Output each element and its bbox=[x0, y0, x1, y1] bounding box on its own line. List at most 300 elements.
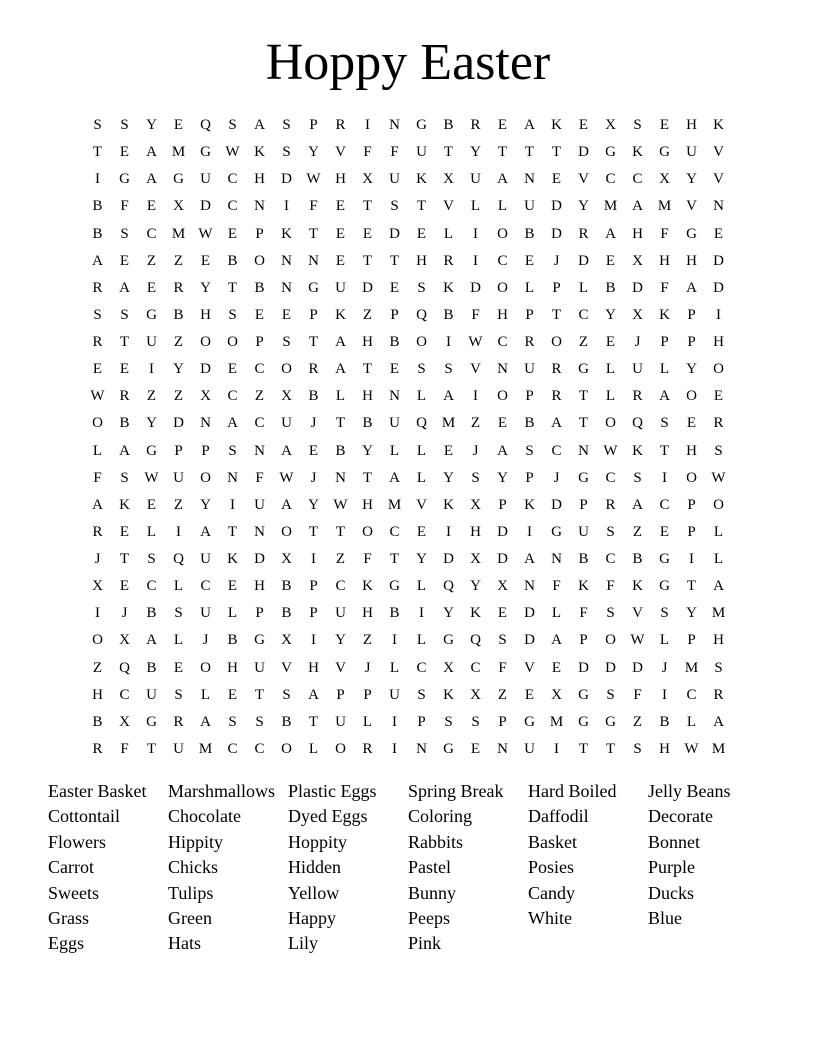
grid-letter: R bbox=[173, 279, 184, 296]
grid-letter: D bbox=[632, 279, 643, 296]
grid-letter: X bbox=[92, 578, 103, 595]
grid-letter: Y bbox=[362, 442, 373, 459]
grid-letter: E bbox=[335, 225, 346, 242]
word-list-item: Tulips bbox=[168, 882, 214, 903]
grid-letter: T bbox=[659, 442, 670, 459]
grid-letter: S bbox=[660, 605, 669, 622]
grid-letter: K bbox=[362, 578, 373, 595]
grid-letter: K bbox=[227, 551, 238, 568]
grid-letter: M bbox=[711, 605, 726, 622]
grid-letter: T bbox=[227, 523, 238, 540]
grid-letter: I bbox=[689, 551, 694, 568]
grid-letter: E bbox=[254, 306, 265, 323]
grid-letter: K bbox=[416, 171, 427, 188]
grid-letter: Q bbox=[416, 415, 427, 432]
grid-letter: B bbox=[92, 198, 103, 215]
grid-letter: A bbox=[92, 496, 103, 513]
grid-letter: C bbox=[632, 171, 643, 188]
grid-letter: A bbox=[389, 469, 400, 486]
grid-letter: H bbox=[470, 523, 481, 540]
grid-letter: A bbox=[713, 713, 724, 730]
grid-letter: U bbox=[578, 523, 589, 540]
grid-letter: Y bbox=[173, 361, 184, 378]
grid-letter: Y bbox=[686, 605, 697, 622]
grid-letter: T bbox=[362, 252, 373, 269]
grid-letter: S bbox=[444, 361, 453, 378]
grid-letter: A bbox=[119, 279, 130, 296]
grid-letter: T bbox=[119, 334, 130, 351]
grid-letter: E bbox=[200, 252, 211, 269]
grid-letter: W bbox=[225, 144, 240, 161]
grid-letter: O bbox=[686, 469, 697, 486]
grid-letter: P bbox=[255, 605, 264, 622]
grid-letter: A bbox=[659, 388, 670, 405]
grid-letter: S bbox=[282, 686, 291, 703]
grid-letter: D bbox=[524, 632, 535, 649]
grid-letter: P bbox=[417, 713, 426, 730]
word-list-column bbox=[408, 779, 528, 957]
grid-letter: E bbox=[281, 306, 292, 323]
grid-letter: K bbox=[632, 442, 643, 459]
grid-letter: O bbox=[335, 740, 346, 757]
grid-letter: Y bbox=[686, 361, 697, 378]
grid-letter: D bbox=[551, 198, 562, 215]
word-list-item: Purple bbox=[648, 857, 695, 878]
grid-letter: T bbox=[605, 740, 616, 757]
grid-letter: S bbox=[228, 306, 237, 323]
grid-letter: G bbox=[146, 713, 157, 730]
grid-letter: C bbox=[497, 334, 508, 351]
grid-letter: B bbox=[146, 605, 157, 622]
grid-letter: Y bbox=[605, 306, 616, 323]
grid-letter: Y bbox=[416, 551, 427, 568]
grid-letter: F bbox=[390, 144, 399, 161]
grid-letter: Y bbox=[470, 144, 481, 161]
grid-letter: I bbox=[149, 361, 154, 378]
grid-letter: Y bbox=[200, 496, 211, 513]
grid-letter: L bbox=[605, 388, 616, 405]
grid-letter: U bbox=[524, 361, 535, 378]
grid-letter: R bbox=[92, 334, 103, 351]
grid-letter: M bbox=[441, 415, 456, 432]
grid-letter: R bbox=[92, 740, 103, 757]
grid-letter: P bbox=[687, 523, 696, 540]
grid-letter: G bbox=[524, 713, 535, 730]
grid-letter: I bbox=[473, 225, 478, 242]
grid-letter: D bbox=[578, 144, 589, 161]
grid-letter: E bbox=[389, 279, 400, 296]
grid-letter: C bbox=[605, 551, 616, 568]
grid-letter: L bbox=[416, 388, 427, 405]
grid-letter: F bbox=[120, 198, 129, 215]
grid-letter: X bbox=[497, 578, 508, 595]
word-list-item: Hoppity bbox=[288, 831, 348, 852]
grid-letter: T bbox=[497, 144, 508, 161]
grid-letter: R bbox=[119, 388, 130, 405]
grid-letter: C bbox=[227, 740, 238, 757]
grid-letter: H bbox=[227, 659, 238, 676]
grid-letter: S bbox=[174, 686, 183, 703]
grid-letter: I bbox=[392, 632, 397, 649]
grid-letter: S bbox=[633, 740, 642, 757]
grid-letter: I bbox=[95, 171, 100, 188]
grid-letter: N bbox=[254, 198, 265, 215]
grid-letter: T bbox=[578, 415, 589, 432]
word-list-item: Bunny bbox=[408, 882, 457, 903]
grid-letter: A bbox=[200, 713, 211, 730]
grid-letter: K bbox=[713, 117, 724, 134]
grid-letter: K bbox=[335, 306, 346, 323]
grid-letter: E bbox=[551, 659, 562, 676]
grid-letter: B bbox=[524, 415, 535, 432]
grid-letter: D bbox=[551, 496, 562, 513]
grid-letter: G bbox=[416, 117, 427, 134]
grid-letter: L bbox=[416, 632, 427, 649]
word-list bbox=[48, 779, 768, 957]
grid-letter: Z bbox=[335, 551, 346, 568]
grid-letter: T bbox=[119, 551, 130, 568]
grid-letter: T bbox=[308, 334, 319, 351]
grid-letter: P bbox=[579, 632, 588, 649]
grid-letter: G bbox=[254, 632, 265, 649]
grid-letter: U bbox=[686, 144, 697, 161]
grid-letter: R bbox=[632, 388, 643, 405]
grid-letter: V bbox=[470, 361, 481, 378]
grid-letter: S bbox=[120, 469, 129, 486]
grid-letter: R bbox=[605, 496, 616, 513]
grid-letter: J bbox=[121, 605, 128, 622]
grid-letter: A bbox=[146, 171, 157, 188]
grid-letter: T bbox=[308, 225, 319, 242]
grid-letter: K bbox=[632, 144, 643, 161]
grid-letter: O bbox=[92, 415, 103, 432]
grid-letter: E bbox=[497, 605, 508, 622]
grid-letter: O bbox=[281, 740, 292, 757]
grid-letter: X bbox=[362, 171, 373, 188]
grid-letter: S bbox=[417, 361, 426, 378]
grid-letter: F bbox=[309, 198, 318, 215]
grid-letter: S bbox=[471, 469, 480, 486]
grid-letter: H bbox=[362, 334, 373, 351]
grid-letter: S bbox=[633, 469, 642, 486]
grid-letter: I bbox=[311, 632, 316, 649]
grid-letter: T bbox=[578, 740, 589, 757]
grid-letter: U bbox=[335, 279, 346, 296]
grid-letter: L bbox=[416, 578, 427, 595]
grid-letter: T bbox=[551, 306, 562, 323]
grid-letter: N bbox=[713, 198, 724, 215]
grid-letter: R bbox=[578, 225, 589, 242]
grid-letter: E bbox=[227, 225, 238, 242]
grid-letter: Y bbox=[578, 198, 589, 215]
grid-letter: D bbox=[713, 279, 724, 296]
grid-letter: Z bbox=[92, 659, 103, 676]
grid-letter: S bbox=[120, 225, 129, 242]
grid-letter: O bbox=[200, 659, 211, 676]
grid-letter: C bbox=[605, 171, 616, 188]
grid-letter: Z bbox=[173, 496, 184, 513]
grid-letter: S bbox=[93, 306, 102, 323]
grid-letter: E bbox=[443, 442, 454, 459]
grid-letter: I bbox=[446, 523, 451, 540]
grid-letter: X bbox=[470, 496, 481, 513]
grid-letter: T bbox=[578, 388, 589, 405]
grid-letter: K bbox=[254, 144, 265, 161]
grid-letter: B bbox=[443, 306, 454, 323]
word-list-item: Dyed Eggs bbox=[288, 806, 368, 827]
grid-letter: D bbox=[200, 361, 211, 378]
grid-letter: J bbox=[364, 659, 371, 676]
grid-letter: P bbox=[660, 334, 669, 351]
grid-letter: O bbox=[92, 632, 103, 649]
grid-letter: U bbox=[389, 686, 400, 703]
grid-letter: I bbox=[365, 117, 370, 134]
grid-letter: Y bbox=[146, 415, 157, 432]
grid-letter: C bbox=[227, 388, 238, 405]
grid-letter: P bbox=[255, 334, 264, 351]
grid-letter: U bbox=[416, 144, 427, 161]
grid-letter: J bbox=[202, 632, 209, 649]
grid-letter: F bbox=[606, 578, 615, 595]
grid-letter: H bbox=[686, 252, 697, 269]
grid-letter: X bbox=[632, 252, 643, 269]
grid-letter: C bbox=[227, 171, 238, 188]
grid-letter: K bbox=[632, 578, 643, 595]
word-list-item: Ducks bbox=[648, 882, 694, 903]
grid-letter: L bbox=[524, 279, 535, 296]
word-list-item: Sweets bbox=[48, 882, 99, 903]
grid-letter: Z bbox=[632, 713, 643, 730]
grid-letter: A bbox=[200, 523, 211, 540]
grid-letter: I bbox=[95, 605, 100, 622]
grid-letter: F bbox=[660, 225, 669, 242]
word-list-item: Plastic Eggs bbox=[288, 781, 377, 801]
grid-letter: X bbox=[470, 551, 481, 568]
grid-letter: F bbox=[255, 469, 264, 486]
grid-letter: D bbox=[713, 252, 724, 269]
grid-letter: L bbox=[659, 361, 670, 378]
grid-letter: V bbox=[416, 496, 427, 513]
grid-letter: G bbox=[173, 171, 184, 188]
grid-letter: I bbox=[446, 334, 451, 351]
grid-letter: S bbox=[606, 605, 615, 622]
grid-letter: U bbox=[146, 686, 157, 703]
grid-letter: E bbox=[713, 225, 724, 242]
grid-letter: N bbox=[497, 740, 508, 757]
grid-letter: D bbox=[632, 659, 643, 676]
grid-letter: J bbox=[661, 659, 668, 676]
grid-letter: T bbox=[524, 144, 535, 161]
grid-letter: C bbox=[335, 578, 346, 595]
grid-letter: A bbox=[551, 632, 562, 649]
grid-letter: B bbox=[254, 279, 265, 296]
letter-grid bbox=[84, 112, 732, 763]
grid-letter: E bbox=[146, 279, 157, 296]
grid-letter: E bbox=[524, 252, 535, 269]
grid-letter: X bbox=[632, 306, 643, 323]
grid-letter: E bbox=[389, 361, 400, 378]
grid-letter: O bbox=[713, 361, 724, 378]
grid-letter: E bbox=[119, 361, 130, 378]
grid-letter: L bbox=[659, 632, 670, 649]
grid-letter: H bbox=[362, 388, 373, 405]
grid-letter: V bbox=[578, 171, 589, 188]
grid-letter: F bbox=[363, 144, 372, 161]
grid-letter: L bbox=[146, 523, 157, 540]
grid-letter: O bbox=[551, 334, 562, 351]
grid-letter: S bbox=[498, 632, 507, 649]
grid-letter: F bbox=[660, 279, 669, 296]
grid-letter: T bbox=[335, 523, 346, 540]
grid-letter: O bbox=[605, 415, 616, 432]
grid-letter: E bbox=[551, 171, 562, 188]
word-list-item: Hidden bbox=[288, 857, 341, 878]
grid-letter: E bbox=[92, 361, 103, 378]
grid-letter: G bbox=[605, 144, 616, 161]
grid-letter: G bbox=[146, 306, 157, 323]
grid-letter: E bbox=[605, 252, 616, 269]
grid-letter: B bbox=[119, 415, 130, 432]
grid-letter: E bbox=[578, 117, 589, 134]
grid-letter: E bbox=[119, 523, 130, 540]
word-list-item: Posies bbox=[528, 857, 575, 878]
grid-letter: E bbox=[713, 388, 724, 405]
word-list-item: Bonnet bbox=[648, 831, 700, 852]
grid-letter: B bbox=[389, 334, 400, 351]
grid-letter: R bbox=[173, 713, 184, 730]
grid-letter: L bbox=[497, 198, 508, 215]
grid-letter: U bbox=[389, 171, 400, 188]
grid-letter: V bbox=[524, 659, 535, 676]
grid-letter: G bbox=[659, 551, 670, 568]
grid-letter: D bbox=[362, 279, 373, 296]
grid-letter: T bbox=[551, 144, 562, 161]
grid-letter: T bbox=[308, 523, 319, 540]
grid-letter: B bbox=[659, 713, 670, 730]
grid-letter: N bbox=[227, 469, 238, 486]
grid-letter: C bbox=[227, 198, 238, 215]
grid-letter: I bbox=[554, 740, 559, 757]
grid-letter: S bbox=[525, 442, 534, 459]
grid-letter: L bbox=[551, 605, 562, 622]
grid-letter: S bbox=[471, 713, 480, 730]
word-list-item: Easter Basket bbox=[48, 781, 147, 801]
grid-letter: R bbox=[92, 279, 103, 296]
word-list-item: Yellow bbox=[288, 882, 340, 903]
grid-letter: O bbox=[200, 469, 211, 486]
grid-letter: O bbox=[605, 632, 616, 649]
grid-letter: Z bbox=[632, 523, 643, 540]
grid-letter: W bbox=[333, 496, 348, 513]
grid-letter: L bbox=[443, 225, 454, 242]
grid-letter: U bbox=[524, 740, 535, 757]
grid-letter: N bbox=[389, 117, 400, 134]
grid-letter: P bbox=[687, 496, 696, 513]
grid-letter: R bbox=[713, 686, 724, 703]
grid-letter: J bbox=[634, 334, 641, 351]
grid-letter: T bbox=[92, 144, 103, 161]
grid-letter: A bbox=[497, 442, 508, 459]
grid-letter: K bbox=[659, 306, 670, 323]
grid-letter: V bbox=[686, 198, 697, 215]
grid-letter: O bbox=[281, 361, 292, 378]
word-list-item: Happy bbox=[288, 907, 336, 928]
grid-letter: W bbox=[279, 469, 294, 486]
grid-letter: U bbox=[335, 605, 346, 622]
word-list-item: Chocolate bbox=[168, 806, 241, 827]
grid-letter: L bbox=[416, 469, 427, 486]
grid-letter: Y bbox=[200, 279, 211, 296]
grid-letter: T bbox=[362, 198, 373, 215]
word-list-item: Carrot bbox=[48, 857, 94, 878]
grid-letter: O bbox=[200, 334, 211, 351]
grid-letter: G bbox=[578, 361, 589, 378]
grid-letter: S bbox=[417, 686, 426, 703]
grid-letter: X bbox=[470, 686, 481, 703]
grid-letter: P bbox=[201, 442, 210, 459]
grid-letter: X bbox=[659, 171, 670, 188]
grid-letter: N bbox=[389, 388, 400, 405]
grid-letter: E bbox=[146, 198, 157, 215]
grid-letter: B bbox=[92, 225, 103, 242]
word-list-item: Pink bbox=[408, 933, 442, 954]
grid-letter: Q bbox=[200, 117, 211, 134]
grid-letter: R bbox=[470, 117, 481, 134]
grid-letter: P bbox=[309, 117, 318, 134]
grid-letter: F bbox=[363, 551, 372, 568]
grid-letter: E bbox=[524, 686, 535, 703]
grid-letter: S bbox=[120, 306, 129, 323]
grid-letter: I bbox=[662, 469, 667, 486]
word-list-item: Blue bbox=[648, 907, 682, 928]
word-list-item: Green bbox=[168, 907, 212, 928]
grid-letter: M bbox=[711, 740, 726, 757]
grid-letter: X bbox=[443, 659, 454, 676]
grid-letter: I bbox=[662, 686, 667, 703]
grid-letter: H bbox=[713, 334, 724, 351]
grid-letter: P bbox=[525, 469, 534, 486]
grid-letter: C bbox=[200, 578, 211, 595]
grid-letter: E bbox=[308, 442, 319, 459]
word-list-item: Marshmallows bbox=[168, 781, 275, 801]
grid-letter: B bbox=[281, 578, 292, 595]
grid-letter: J bbox=[310, 469, 317, 486]
word-list-item: Flowers bbox=[48, 831, 106, 852]
grid-letter: A bbox=[632, 198, 643, 215]
grid-letter: O bbox=[713, 496, 724, 513]
grid-letter: G bbox=[119, 171, 130, 188]
grid-letter: S bbox=[174, 605, 183, 622]
word-list-item: Grass bbox=[48, 907, 89, 928]
grid-letter: S bbox=[282, 144, 291, 161]
grid-letter: H bbox=[686, 442, 697, 459]
grid-letter: O bbox=[497, 388, 508, 405]
grid-letter: H bbox=[497, 306, 508, 323]
grid-letter: T bbox=[254, 686, 265, 703]
grid-letter: S bbox=[282, 117, 291, 134]
grid-letter: T bbox=[335, 415, 346, 432]
grid-letter: K bbox=[443, 279, 454, 296]
grid-letter: S bbox=[606, 686, 615, 703]
word-list-column bbox=[168, 779, 288, 957]
grid-letter: B bbox=[173, 306, 184, 323]
word-list-item: Candy bbox=[528, 882, 575, 903]
grid-letter: N bbox=[281, 252, 292, 269]
grid-letter: G bbox=[578, 713, 589, 730]
grid-letter: U bbox=[281, 415, 292, 432]
grid-letter: C bbox=[254, 361, 265, 378]
grid-letter: P bbox=[498, 713, 507, 730]
